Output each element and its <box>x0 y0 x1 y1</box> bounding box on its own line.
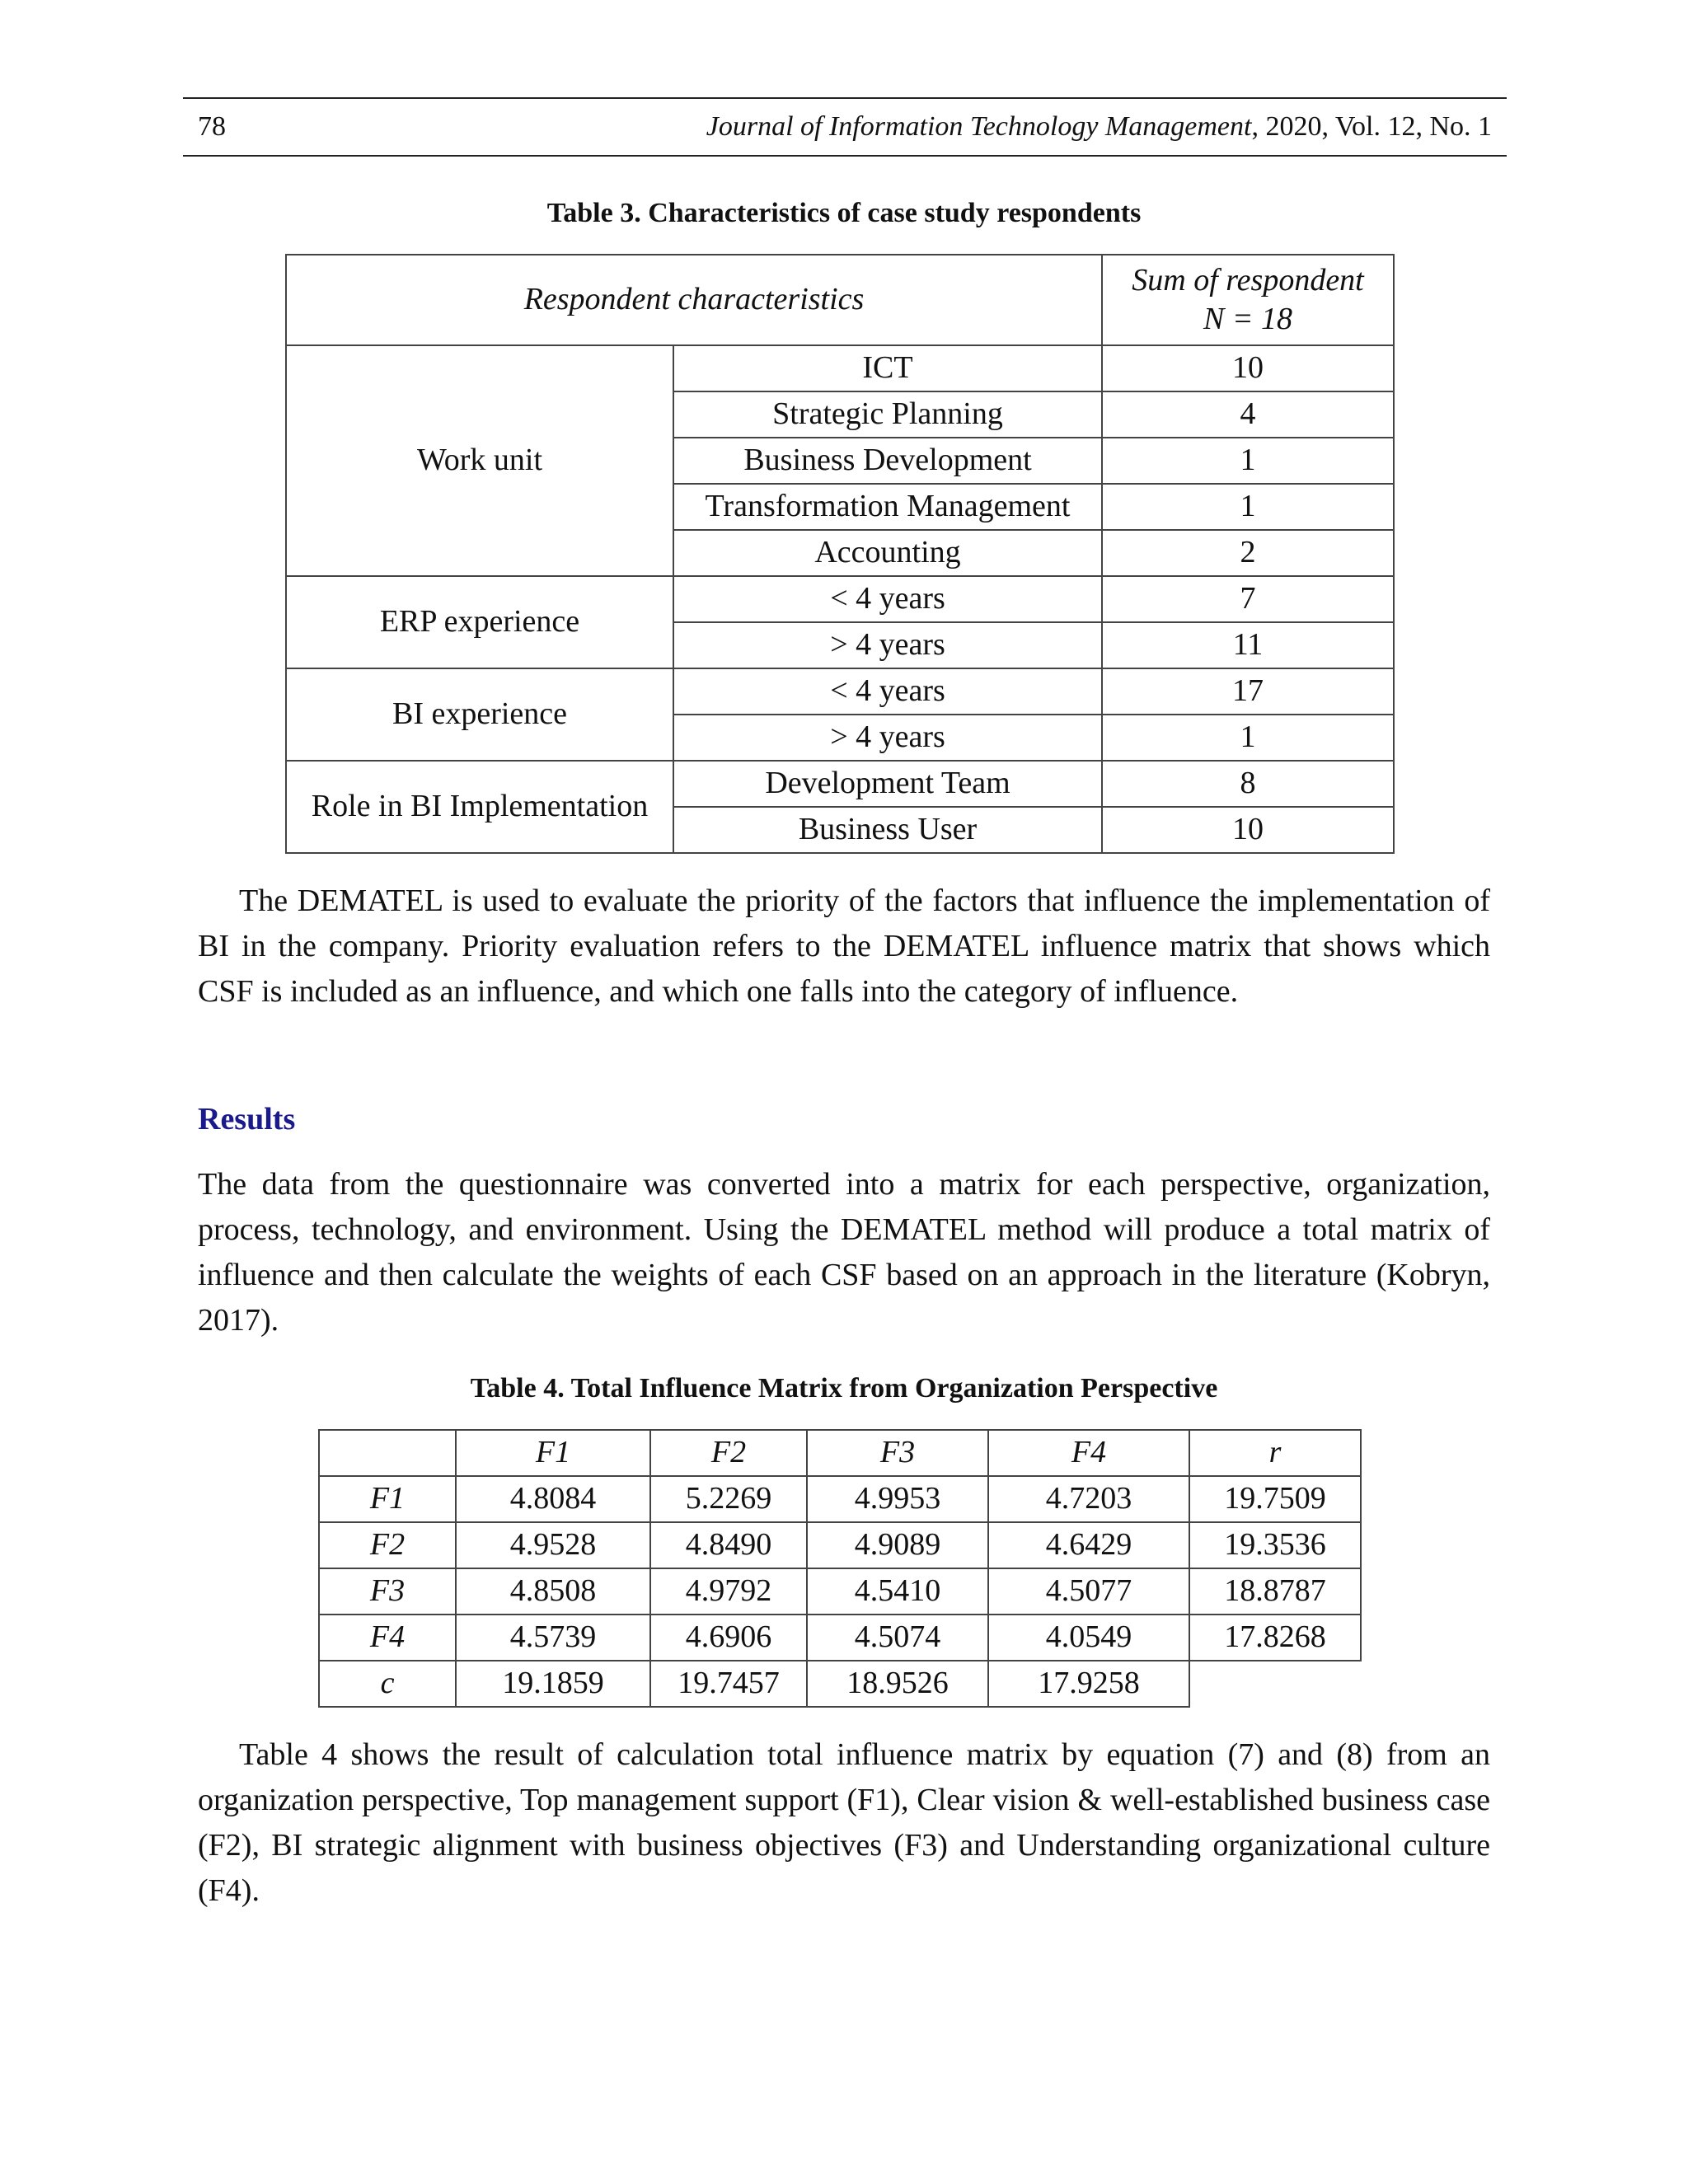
row-item: Development Team <box>673 761 1102 807</box>
c-cell: 17.9258 <box>988 1661 1189 1707</box>
matrix-cell: 4.8508 <box>456 1568 650 1615</box>
row-count: 17 <box>1102 668 1394 715</box>
c-cell: 19.1859 <box>456 1661 650 1707</box>
table-row <box>319 1522 1361 1568</box>
matrix-cell: 4.9089 <box>807 1522 988 1568</box>
paragraph-results: The data from the questionnaire was converted into a matrix for each perspective, organization, process, technology, and environment. Using the DEMATEL method will produce a total matrix of influence and then calculate the weights of each CSF based on an approach in the literature (Kobryn, 2017). <box>198 1167 1490 1338</box>
table3-header-row <box>286 255 1394 345</box>
group-label: Role in BI Implementation <box>286 761 673 853</box>
r-cell: 19.3536 <box>1189 1522 1361 1568</box>
column-header: r <box>1189 1430 1361 1476</box>
row-item: < 4 years <box>673 668 1102 715</box>
matrix-cell: 5.2269 <box>650 1476 807 1522</box>
paragraph-dematel: The DEMATEL is used to evaluate the priority of the factors that influence the implementation of BI in the company. Priority evaluation refers to the DEMATEL influence matrix that shows which CSF is included as an influence, and which one falls into the category of influence. <box>198 883 1490 1009</box>
table3-header-characteristics: Respondent characteristics <box>286 255 1102 345</box>
row-count: 1 <box>1102 715 1394 761</box>
table-row <box>286 345 1394 391</box>
table3-header-sum <box>1102 255 1394 345</box>
matrix-cell: 4.6906 <box>650 1615 807 1661</box>
table3-header-sum-label: Sum of respondent <box>1132 262 1364 298</box>
row-header: F4 <box>319 1615 456 1661</box>
table4-header-row <box>319 1430 1361 1476</box>
table-row <box>286 576 1394 622</box>
running-header <box>183 97 1507 157</box>
journal-title: Journal of Information Technology Management <box>706 111 1252 142</box>
row-count: 1 <box>1102 438 1394 484</box>
page-number: 78 <box>198 111 226 142</box>
row-count: 4 <box>1102 391 1394 438</box>
paragraph-table4: Table 4 shows the result of calculation total influence matrix by equation (7) and (8) from an organization perspective, Top management support (F1), Clear vision & well-established business case (F2), BI strategic alignment with business objectives (F3) and Understanding organizational culture (F4). <box>198 1737 1490 1908</box>
row-count: 8 <box>1102 761 1394 807</box>
row-header: F2 <box>319 1522 456 1568</box>
table3-caption: Table 3. Characteristics of case study respondents <box>546 198 1142 228</box>
matrix-cell: 4.9528 <box>456 1522 650 1568</box>
matrix-cell: 4.5077 <box>988 1568 1189 1615</box>
results-heading: Results <box>198 1102 296 1137</box>
c-cell: 18.9526 <box>807 1661 988 1707</box>
table3-header-n: N = 18 <box>1203 302 1293 336</box>
row-item: ICT <box>673 345 1102 391</box>
matrix-cell: 4.6429 <box>988 1522 1189 1568</box>
matrix-cell: 4.5739 <box>456 1615 650 1661</box>
table-row <box>286 668 1394 715</box>
table-row <box>286 761 1394 807</box>
empty-cell <box>1189 1661 1361 1707</box>
journal-citation <box>706 99 1492 155</box>
row-count: 2 <box>1102 530 1394 576</box>
matrix-cell: 4.5410 <box>807 1568 988 1615</box>
group-label: Work unit <box>286 345 673 576</box>
column-header: F4 <box>988 1430 1189 1476</box>
column-header: F2 <box>650 1430 807 1476</box>
row-count: 1 <box>1102 484 1394 530</box>
table4-c-row <box>319 1661 1361 1707</box>
table4-corner-cell <box>319 1430 456 1476</box>
table-row <box>319 1615 1361 1661</box>
row-count: 10 <box>1102 807 1394 853</box>
row-item: < 4 years <box>673 576 1102 622</box>
r-cell: 17.8268 <box>1189 1615 1361 1661</box>
row-item: Transformation Management <box>673 484 1102 530</box>
r-cell: 18.8787 <box>1189 1568 1361 1615</box>
table4 <box>318 1429 1362 1708</box>
journal-issue: , 2020, Vol. 12, No. 1 <box>1251 111 1492 142</box>
matrix-cell: 4.8490 <box>650 1522 807 1568</box>
row-header: F1 <box>319 1476 456 1522</box>
r-cell: 19.7509 <box>1189 1476 1361 1522</box>
row-item: Business User <box>673 807 1102 853</box>
row-count: 11 <box>1102 622 1394 668</box>
matrix-cell: 4.7203 <box>988 1476 1189 1522</box>
row-item: Strategic Planning <box>673 391 1102 438</box>
matrix-cell: 4.9953 <box>807 1476 988 1522</box>
column-header: F1 <box>456 1430 650 1476</box>
table3 <box>285 254 1395 854</box>
row-header: c <box>319 1661 456 1707</box>
group-label: BI experience <box>286 668 673 761</box>
table4-caption: Table 4. Total Influence Matrix from Organization Perspective <box>470 1373 1218 1404</box>
table-row <box>319 1476 1361 1522</box>
row-item: > 4 years <box>673 622 1102 668</box>
matrix-cell: 4.5074 <box>807 1615 988 1661</box>
c-cell: 19.7457 <box>650 1661 807 1707</box>
row-item: > 4 years <box>673 715 1102 761</box>
table-row <box>319 1568 1361 1615</box>
matrix-cell: 4.8084 <box>456 1476 650 1522</box>
row-count: 10 <box>1102 345 1394 391</box>
row-item: Business Development <box>673 438 1102 484</box>
row-header: F3 <box>319 1568 456 1615</box>
matrix-cell: 4.0549 <box>988 1615 1189 1661</box>
group-label: ERP experience <box>286 576 673 668</box>
column-header: F3 <box>807 1430 988 1476</box>
matrix-cell: 4.9792 <box>650 1568 807 1615</box>
row-count: 7 <box>1102 576 1394 622</box>
row-item: Accounting <box>673 530 1102 576</box>
